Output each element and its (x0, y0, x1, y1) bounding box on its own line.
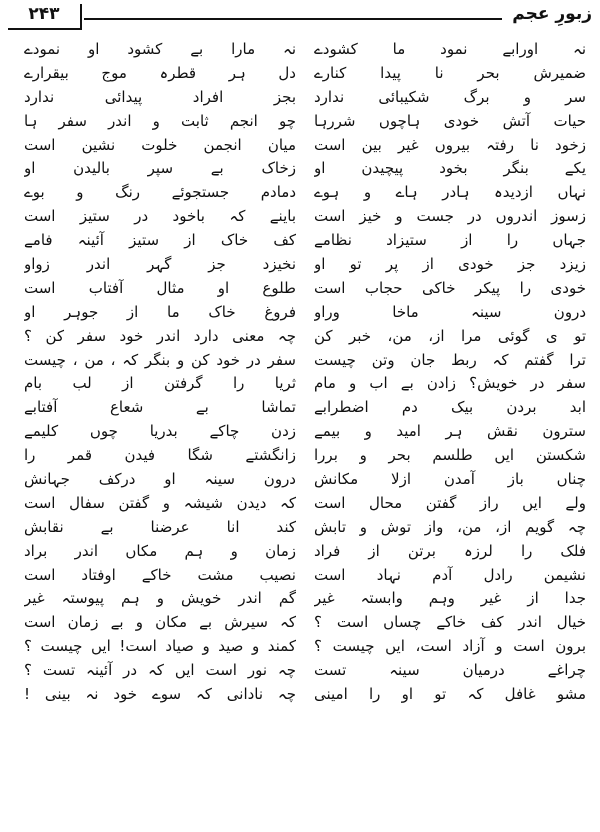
verse-line: چہ نادانی کہ سوے خود نہ بینی ! (24, 685, 296, 704)
book-title: زبورِ عجم (512, 4, 592, 24)
verse-line: تماشا بے شعاع آفتابے (24, 398, 296, 417)
verse-line: برون است و آزاد است، ایں چیست ؟ (314, 637, 586, 656)
verse-line: حیات آتش خودی ہاچوں شررہا (314, 111, 586, 130)
verse-line: سر و برگ شکیبائی ندارد (314, 87, 586, 106)
verse-line: ثریا را گرفتن از لب بام (24, 374, 296, 393)
verse-line: فروغ خاک ما از جوہر او (24, 302, 296, 321)
verse-line: درون سینہ ماخا وراو (314, 302, 586, 321)
verse-line: کند انا عرضنا بے نقابش (24, 517, 296, 536)
verse-line: جدا از غیر وہم وابستہ غیر (314, 589, 586, 608)
verse-line: سفر در خود کن و بنگر کہ ، من ، چیست (24, 350, 296, 369)
verse-line: چہ گویم از، من، واز توش و تابش (314, 517, 586, 536)
verse-line: کف خاک از ستیز آئینہ فامے (24, 231, 296, 250)
verse-line: زمان و ہم مکاں اندر براد (24, 541, 296, 560)
verse-line: مشو غافل کہ تو او را امینی (314, 685, 586, 704)
verse-line: زخاک بے سپر بالیدن او (24, 159, 296, 178)
verse-line: کمند و صید و صیاد است! ایں چیست ؟ (24, 637, 296, 656)
verse-line: دمادم جستجوئے رنگ و بوے (24, 183, 296, 202)
verse-line: چہ نور است ایں کہ در آئینہ تست ؟ (24, 661, 296, 680)
verse-line: زخود نا رفتہ بیروں غیر بین است (314, 135, 586, 154)
verse-line: چراغے درمیان سینہ تست (314, 661, 586, 680)
verse-line: نہ مارا بے کشود او نمودے (24, 40, 296, 58)
verse-line: زسوز اندروں در جست و خیز است (314, 207, 586, 226)
verse-line: نہاں ازدیدہ ہادر ہاے و ہوے (314, 183, 586, 202)
verse-line: ترا گفتم کہ ربط جان وتن چیست (314, 350, 586, 369)
verse-line: چہ معنی دارد اندر خود سفر کن ؟ (24, 326, 296, 345)
verse-line: گم اندر خویش و ہم پیوستہ غیر (24, 589, 296, 608)
verse-line: زیزد جز خودی از پر تو او (314, 255, 586, 274)
verse-line: نصیب مشت خاکے اوفتاد است (24, 565, 296, 584)
verse-line: فلک را لرزہ برتن از فراد (314, 541, 586, 560)
verse-line: ضمیرش بحر نا پیدا کنارے (314, 63, 586, 82)
verse-line: شکستن ایں طلسم بحر و بررا (314, 446, 586, 465)
verse-line: سترون نقش ہر امید و بیمے (314, 422, 586, 441)
verse-line: تو ی گوئی مرا از، من، خبر کن (314, 326, 586, 345)
verse-line: نشیمن رادل آدم نہاد است (314, 565, 586, 584)
verse-line: درون سینہ او درکف جہانش (24, 470, 296, 489)
verse-line: ابد بردن بیک دم اضطرابے (314, 398, 586, 417)
verse-line: چو انجم ثابت و اندر سفر ہا (24, 111, 296, 130)
left-column (24, 38, 296, 707)
verse-line: بجز افراد پیدائی ندارد (24, 87, 296, 106)
header-rule (84, 18, 502, 20)
verse-line: باینے کہ باخود در ستیز است (24, 207, 296, 226)
verse-line: میان انجمن خلوت نشین است (24, 135, 296, 154)
verse-line: نہ اورابے نمود ما کشودے (314, 40, 586, 58)
verse-line: خودی را پیکر خاکی حجاب است (314, 278, 586, 297)
verse-line: ولے ایں راز گفتن محال است (314, 493, 586, 512)
verse-line: یکے بنگر بخود پیچیدن او (314, 159, 586, 178)
verse-line: خیال اندر کف خاکے چساں است ؟ (314, 613, 586, 632)
page-header (8, 4, 592, 32)
verse-line: طلوع او مثال آفتاب است (24, 278, 296, 297)
verse-line: زانگشتے شگا فیدن قمر را (24, 446, 296, 465)
verse-line: کہ دیدن شیشہ و گفتن سفال است (24, 493, 296, 512)
verse-line: کہ سیرش بے مکان و بے زمان است (24, 613, 296, 632)
right-column (314, 38, 586, 707)
page-number: ۲۴۳ (28, 4, 60, 24)
verse-line: جہاں را از ستیزاد نظامے (314, 231, 586, 250)
verse-line: چناں باز آمدن ازلا مکانش (314, 470, 586, 489)
verse-line: زدن چاکے بدریا چوں کلیمے (24, 422, 296, 441)
verse-line: نخیزد جز گہر اندر زواو (24, 255, 296, 274)
verse-line: سفر در خویش؟ زادن بے اب و مام (314, 374, 586, 393)
verse-line: دل ہر قطرہ موج بیقرارے (24, 63, 296, 82)
